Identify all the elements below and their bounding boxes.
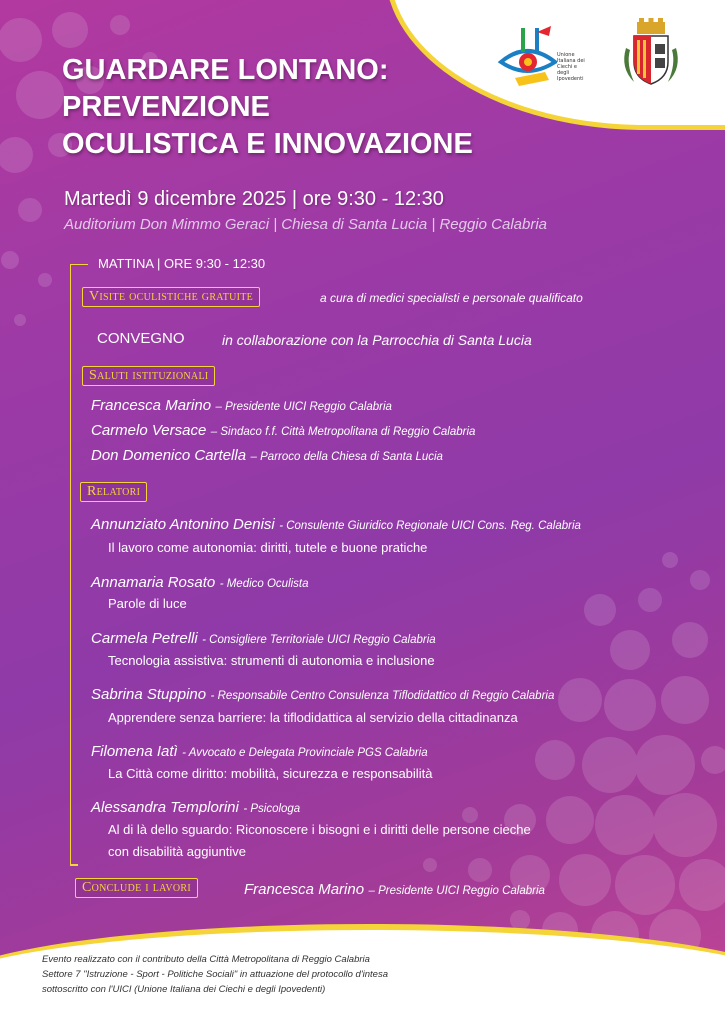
speaker-role: – Presidente UICI Reggio Calabria: [215, 401, 392, 413]
talk-title: Il lavoro come autonomia: diritti, tutele e buone pratiche: [108, 540, 428, 555]
speaker-role: - Avvocato e Delegata Provinciale PGS Calabria: [182, 747, 428, 759]
speaker-role: - Medico Oculista: [219, 578, 309, 590]
speaker-name: Alessandra Templorini: [91, 799, 239, 816]
crest-icon: [620, 18, 682, 90]
conclude-label: Conclude i lavori: [75, 878, 198, 898]
saluti-item: [91, 397, 392, 415]
talk-title: Tecnologia assistiva: strumenti di autonomia e inclusione: [108, 653, 435, 668]
speaker-name: Francesca Marino: [244, 881, 365, 898]
speaker-role: – Presidente UICI Reggio Calabria: [368, 885, 545, 897]
uici-logo-text: Unione Italiana dei Ciechi e degli Ipovedenti: [557, 52, 585, 82]
relatore-item: [91, 574, 309, 592]
talk-title: Al di là dello sguardo: Riconoscere i bisogni e i diritti delle persone cieche: [108, 822, 531, 837]
speaker-name: Sabrina Stuppino: [91, 686, 207, 703]
title-line-1: GUARDARE LONTANO:: [62, 54, 389, 86]
visits-label: Visite oculistiche gratuite: [82, 287, 260, 307]
talk-title: La Città come diritto: mobilità, sicurezza e responsabilità: [108, 766, 433, 781]
talk-title-continued: con disabilità aggiuntive: [108, 844, 247, 859]
relatore-item: [91, 743, 428, 761]
relatore-item: [91, 686, 554, 704]
conclude-item: [244, 881, 545, 899]
footer-line-1: Evento realizzato con il contributo della Città Metropolitana di Reggio Calabria: [42, 954, 370, 965]
event-venue: Auditorium Don Mimmo Geraci | Chiesa di Santa Lucia | Reggio Calabria: [64, 216, 548, 233]
saluti-item: [91, 422, 475, 440]
footer-line-3: sottoscritto con l'UICI (Unione Italiana dei Ciechi e degli Ipovedenti): [42, 984, 326, 995]
speaker-name: Carmelo Versace: [91, 422, 207, 439]
relatore-item: [91, 630, 436, 648]
saluti-item: [91, 447, 443, 465]
relatore-item: [91, 516, 581, 534]
convegno-label: CONVEGNO: [97, 330, 185, 347]
session-time: MATTINA | ORE 9:30 - 12:30: [98, 256, 266, 271]
event-title: [62, 52, 532, 163]
speaker-name: Filomena Iatì: [91, 743, 178, 760]
program-bracket: [70, 264, 88, 864]
talk-title: Apprendere senza barriere: la tiflodidattica al servizio della cittadinanza: [108, 710, 518, 725]
speaker-name: Annamaria Rosato: [91, 574, 216, 591]
footer-line-2: Settore 7 "Istruzione - Sport - Politiche Sociali" in attuazione del protocollo d'intesa: [42, 969, 388, 980]
relatori-label: Relatori: [80, 482, 147, 502]
relatore-item: [91, 799, 300, 817]
speaker-role: - Consulente Giuridico Regionale UICI Cons. Reg. Calabria: [279, 520, 581, 532]
program-bracket-end: [70, 864, 78, 866]
footer-note: [42, 952, 602, 997]
speaker-name: Don Domenico Cartella: [91, 447, 247, 464]
speaker-role: - Consigliere Territoriale UICI Reggio Calabria: [202, 634, 436, 646]
speaker-name: Annunziato Antonino Denisi: [91, 516, 275, 533]
talk-title: Parole di luce: [108, 596, 187, 611]
saluti-label: Saluti istituzionali: [82, 366, 215, 386]
reggio-calabria-crest: [620, 18, 682, 90]
convegno-note: in collaborazione con la Parrocchia di Santa Lucia: [222, 332, 532, 348]
visits-note: a cura di medici specialisti e personale qualificato: [320, 291, 583, 305]
speaker-role: – Sindaco f.f. Città Metropolitana di Reggio Calabria: [210, 426, 476, 438]
speaker-role: - Psicologa: [243, 803, 301, 815]
event-date: Martedì 9 dicembre 2025 | ore 9:30 - 12:30: [64, 188, 444, 210]
speaker-role: – Parroco della Chiesa di Santa Lucia: [250, 451, 443, 463]
title-line-3: OCULISTICA E INNOVAZIONE: [62, 128, 473, 160]
speaker-name: Francesca Marino: [91, 397, 212, 414]
speaker-role: - Responsabile Centro Consulenza Tiflodidattico di Reggio Calabria: [210, 690, 555, 702]
speaker-name: Carmela Petrelli: [91, 630, 198, 647]
title-line-2: PREVENZIONE: [62, 91, 270, 123]
